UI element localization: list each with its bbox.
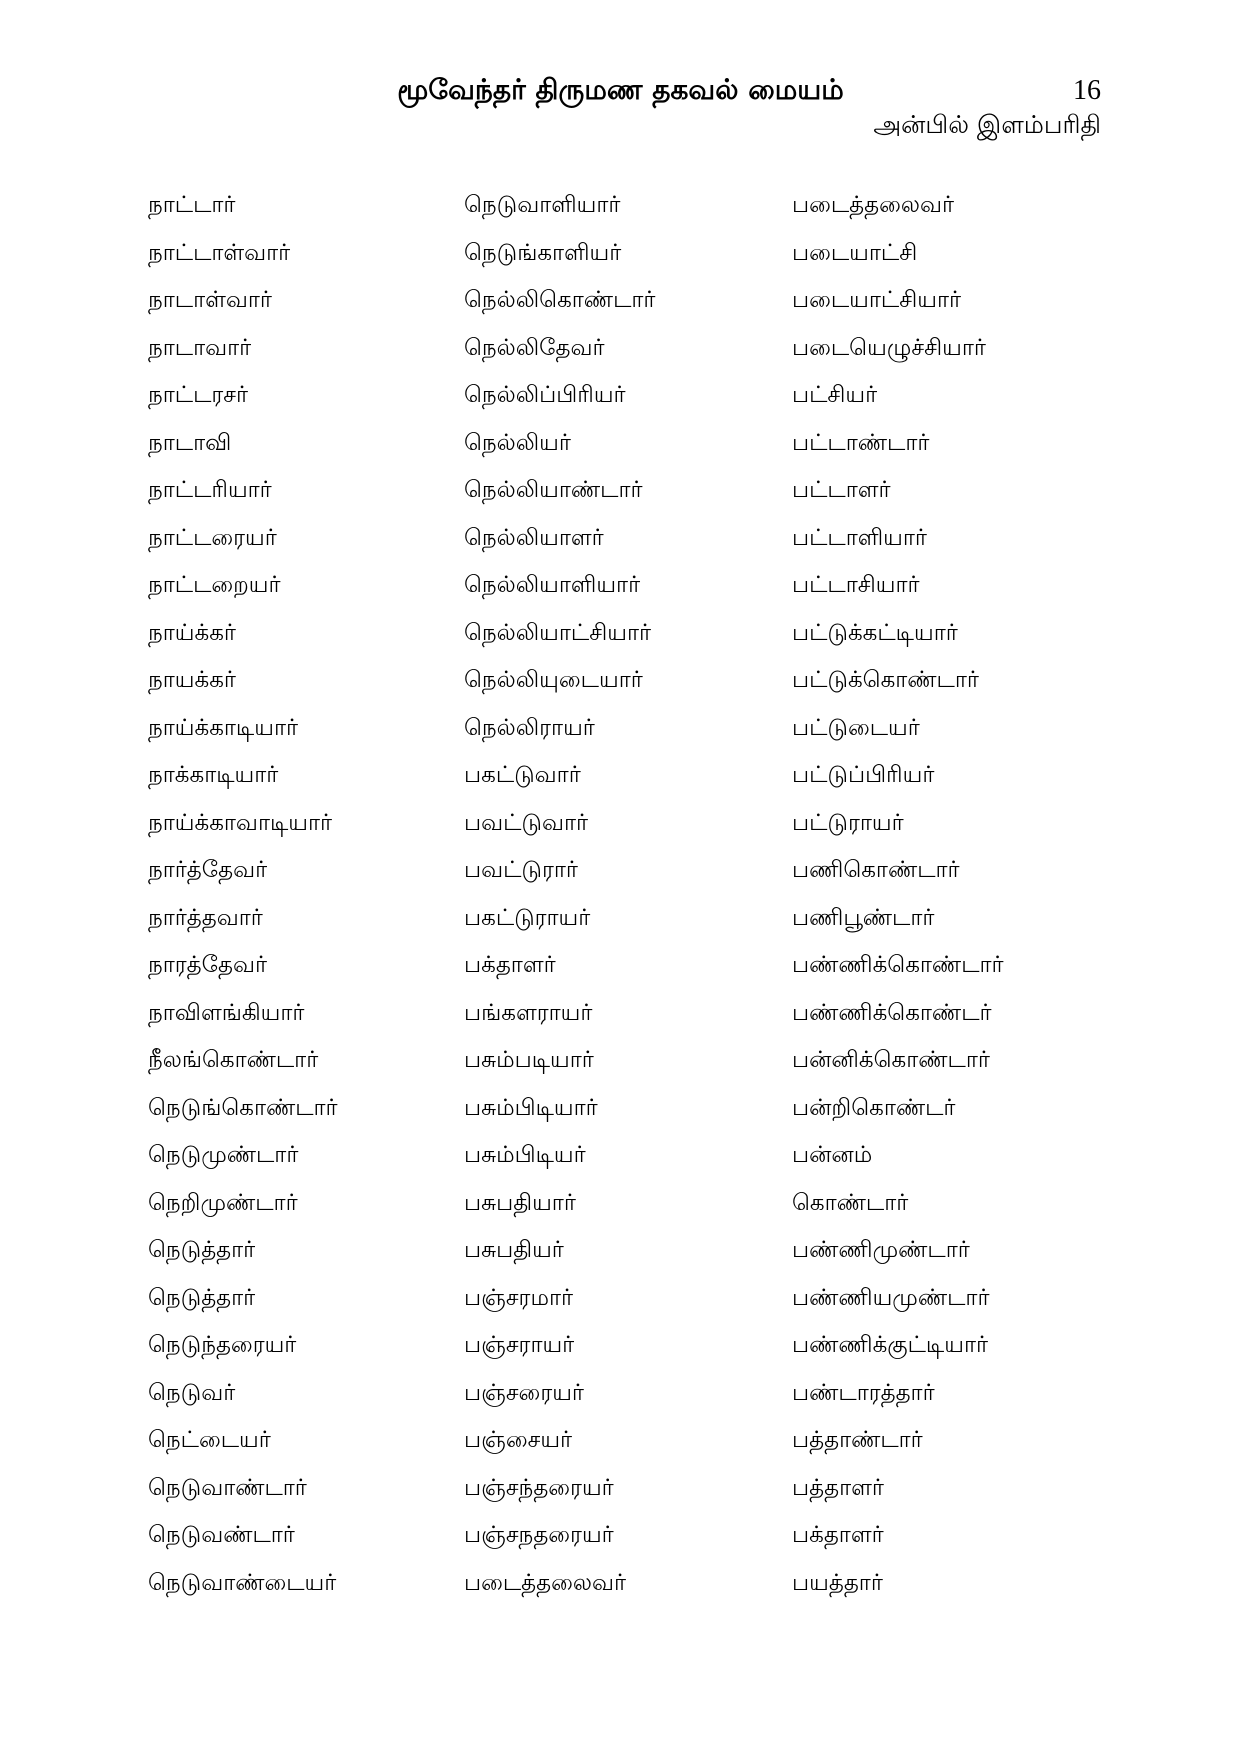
list-item: பகட்டுராயர் [464, 904, 591, 931]
list-item: பத்தாண்டார் [792, 1427, 923, 1453]
list-item: பவட்டுரார் [464, 857, 578, 883]
list-item: நெடுவாண்டார் [148, 1474, 307, 1501]
list-item: கொண்டார் [792, 1189, 909, 1216]
list-item: நாயக்கர் [148, 667, 236, 693]
list-item: பஞ்சரமார் [464, 1284, 573, 1311]
list-item: நாக்காடியார் [148, 762, 279, 788]
list-item: நெடுங்காளியர் [464, 239, 622, 266]
list-item: நெல்லியுடையார் [464, 667, 643, 693]
author-name: அன்பில் இளம்பரிதி [873, 110, 1101, 139]
list-item: நெல்லிதேவர் [464, 334, 605, 361]
list-item: பண்ணிக்கொண்டர் [792, 999, 992, 1026]
list-item: நெல்லியர் [464, 429, 571, 456]
list-item: பசுபதியர் [464, 1237, 564, 1263]
list-item: நாட்டரசர் [148, 382, 249, 408]
list-item: படையாட்சியார் [792, 287, 961, 313]
list-item: நாய்க்காவாடியார் [148, 809, 333, 836]
list-item: பகட்டுவார் [464, 762, 581, 788]
list-item: பத்தாளர் [792, 1474, 884, 1501]
list-item: பஞ்சரையர் [464, 1379, 584, 1406]
list-item: நாவிளங்கியார் [148, 999, 305, 1026]
list-item: பட்டாசியார் [792, 572, 920, 598]
list-item: நெடுவர் [148, 1379, 236, 1406]
list-item: நெடுமுண்டார் [148, 1142, 299, 1168]
name-column-2 [464, 182, 784, 1607]
list-item: பஞ்சையர் [464, 1427, 573, 1453]
list-item: பண்ணிக்கொண்டார் [792, 952, 1004, 978]
list-item: நார்த்தவார் [148, 904, 263, 931]
list-item: படைத்தலைவர் [792, 192, 955, 218]
list-item: நாட்டரையர் [148, 524, 277, 551]
list-item: பணிகொண்டார் [792, 857, 960, 883]
list-item: நெடுந்தரையர் [148, 1332, 297, 1358]
list-item: பஞ்சராயர் [464, 1332, 575, 1358]
list-item: நீலங்கொண்டார் [148, 1047, 319, 1073]
list-item: படையெழுச்சியார் [792, 334, 986, 361]
list-item: நெட்டையர் [148, 1427, 271, 1453]
list-item: பணிபூண்டார் [792, 904, 935, 931]
list-item: பண்ணிக்குட்டியார் [792, 1332, 988, 1358]
list-item: பஞ்சந்தரையர் [464, 1474, 614, 1501]
list-item: பட்டுப்பிரியர் [792, 762, 935, 788]
list-item: நாட்டாள்வார் [148, 239, 291, 266]
list-item: நெல்லிராயர் [464, 714, 595, 741]
list-item: பக்தாளர் [464, 952, 556, 978]
name-list [0, 182, 1241, 1622]
name-column-3 [792, 182, 1112, 1607]
list-item: பண்டாரத்தார் [792, 1379, 935, 1406]
list-item: நெடுவண்டார் [148, 1522, 295, 1548]
list-item: நெல்லியாட்சியார் [464, 619, 651, 646]
list-item: நாய்க்காடியார் [148, 714, 298, 741]
list-item: பட்டுடையர் [792, 714, 920, 741]
list-item: பசும்படியார் [464, 1047, 594, 1073]
list-item: நாடாவார் [148, 334, 252, 361]
list-item: பசும்பிடியர் [464, 1142, 586, 1168]
list-item: பயத்தார் [792, 1569, 883, 1596]
list-item: நெல்லியாளியார் [464, 572, 641, 598]
list-item: பவட்டுவார் [464, 809, 589, 836]
list-item: நெல்லிப்பிரியர் [464, 382, 626, 408]
list-item: நாய்க்கர் [148, 619, 236, 646]
list-item: பக்தாளர் [792, 1522, 884, 1548]
list-item: நெடுங்கொண்டார் [148, 1094, 338, 1121]
list-item: பஞ்சநதரையர் [464, 1522, 614, 1548]
list-item: பட்டுக்கொண்டார் [792, 667, 979, 693]
list-item: பட்டுக்கட்டியார் [792, 619, 958, 646]
list-item: பட்டாளர் [792, 477, 891, 503]
list-item: பட்டாளியார் [792, 524, 927, 551]
list-item: பட்டாண்டார் [792, 429, 930, 456]
page-number: 16 [1073, 75, 1101, 106]
list-item: நெல்லியாண்டார் [464, 477, 643, 503]
list-item: பன்னிக்கொண்டார் [792, 1047, 990, 1073]
list-item: பசுபதியார் [464, 1189, 576, 1216]
list-item: பங்களராயர் [464, 999, 593, 1026]
list-item: படைத்தலைவர் [464, 1569, 627, 1596]
list-item: நெடுவாளியார் [464, 192, 621, 218]
list-item: நாடாள்வார் [148, 287, 272, 313]
list-item: பண்ணியமுண்டார் [792, 1284, 990, 1311]
list-item: நாட்டரியார் [148, 477, 272, 503]
list-item: பண்ணிமுண்டார் [792, 1237, 970, 1263]
list-item: நார்த்தேவர் [148, 857, 268, 883]
list-item: பன்னம் [792, 1142, 873, 1168]
list-item: நெல்லிகொண்டார் [464, 287, 656, 313]
list-item: பட்சியர் [792, 382, 878, 408]
page-title: மூவேந்தர் திருமண தகவல் மையம் [397, 73, 844, 106]
list-item: நெல்லியாளர் [464, 524, 604, 551]
list-item: நாட்டறையர் [148, 572, 281, 598]
list-item: பட்டுராயர் [792, 809, 904, 836]
list-item: நெடுவாண்டையர் [148, 1569, 337, 1596]
list-item: நாடாவி [148, 429, 232, 456]
list-item: நெடுத்தார் [148, 1284, 256, 1311]
list-item: படையாட்சி [792, 239, 918, 266]
name-column-1 [148, 182, 468, 1607]
list-item: நாரத்தேவர் [148, 952, 267, 978]
list-item: நாட்டார் [148, 192, 236, 218]
list-item: நெறிமுண்டார் [148, 1189, 298, 1216]
list-item: பசும்பிடியார் [464, 1094, 598, 1121]
list-item: பன்றிகொண்டர் [792, 1094, 956, 1121]
list-item: நெடுத்தார் [148, 1237, 256, 1263]
